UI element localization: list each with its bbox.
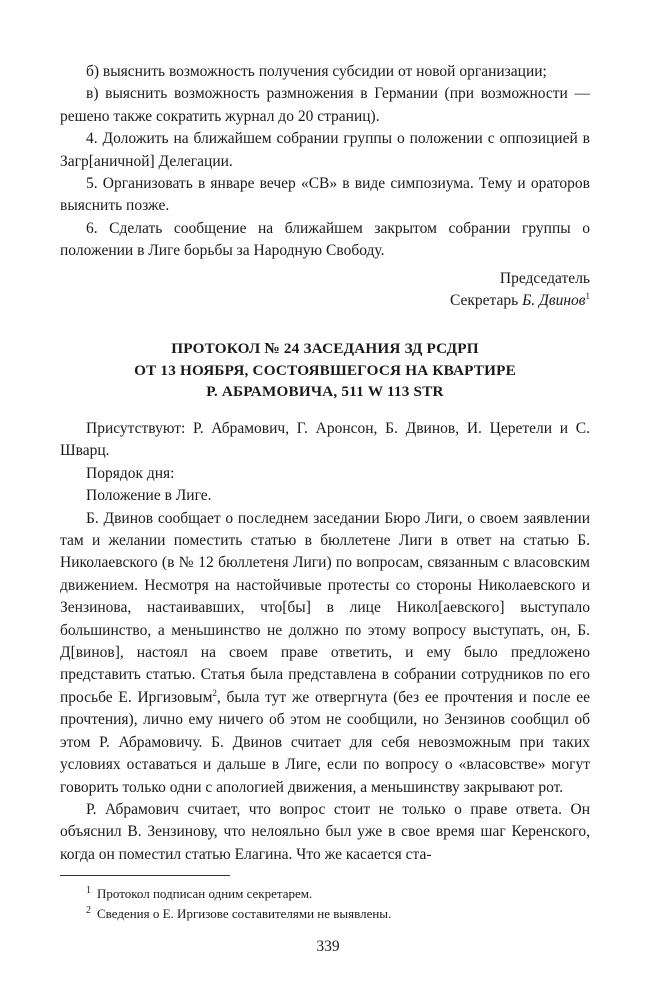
- list-item: 5. Организовать в январе вечер «СВ» в виде симпозиума. Тему и ораторов выяснить позже.: [60, 175, 590, 215]
- secretary-signature: [60, 290, 590, 312]
- list-item: в) выяснить возможность размножения в Германии (при возможности — решено также сократить журнал до 20 страниц).: [60, 85, 590, 125]
- chair-signature: Председатель: [499, 270, 590, 287]
- agenda-item: Положение в Лиге.: [86, 487, 212, 505]
- attendees-paragraph: Присутствуют: Р. Абрамович, Г. Аронсон, Б. Двинов, И. Церетели и С. Шварц.: [60, 420, 590, 460]
- body-paragraph: Р. Абрамович считает, что вопрос стоит не только о праве ответа. Он объяснил В. Зензинову, что нелояльно был уже в свое время шаг Керенского, когда он поместил статью Елагина. Что же касается ста-: [60, 800, 590, 863]
- footnote-text: Протокол подписан одним секретарем.: [97, 886, 313, 901]
- signature-block: [60, 268, 590, 313]
- list-item: 6. Сделать сообщение на ближайшем закрытом собрании группы о положении в Лиге борьбы за Народную Свободу.: [60, 219, 590, 260]
- list-item: 4. Доложить на ближайшем собрании группы о положении с оппозицией в Загр[аничной] Делегации.: [60, 130, 590, 170]
- list-item: б) выяснить возможность получения субсидии от новой организации;: [86, 63, 547, 80]
- footnotes: [60, 884, 590, 924]
- footnote-number: 2: [86, 904, 91, 916]
- paragraph-text: , была тут же отвергнута (без ее прочтения и после ее прочтения), лично ему ничего об этом не сообщили, но Зензинов сообщил об этом Р. Абрамовичу. Б. Двинов считает для себя невозможным при таких условиях оставаться и дальше в Лиге, если по вопросу о «власовстве» могут говорить только одни с апологией движения, а меньшинству закрывают рот.: [60, 688, 590, 796]
- paragraph-text: Б. Двинов сообщает о последнем заседании Бюро Лиги, о своем заявлении там и желании поместить статью в бюллетене Лиги в ответ на статью Б. Николаевского (в № 12 бюллетеня Лиги) по вопросам, связанным с власовским движением. Несмотря на настойчивые протесты со стороны Николаевского и Зензинова, настаивавших, что[бы] в лице Никол[аевского] выступало большинство, а меньшинство не должно по этому вопросу выступать, он, Б. Д[винов], настоял на своем праве ответить, и ему было предложено представить статью. Статья была представлена в собрании сотрудников по его просьбе Е. Иргизовым: [60, 509, 590, 706]
- footnote-number: 1: [86, 884, 91, 896]
- agenda-label: Порядок дня:: [86, 464, 175, 482]
- footnote: [60, 884, 590, 904]
- footnote-divider: [60, 875, 230, 876]
- heading-line: Р. АБРАМОВИЧА, 511 W 113 STR: [206, 383, 444, 400]
- footnote: [60, 904, 590, 924]
- footnote-text: Сведения о Е. Иргизове составителями не выявлены.: [97, 906, 392, 921]
- secretary-label: Секретарь: [449, 292, 523, 310]
- body-paragraph: [60, 508, 590, 799]
- continued-list: [60, 61, 590, 263]
- heading-line: ОТ 13 НОЯБРЯ, СОСТОЯВШЕГОСЯ НА КВАРТИРЕ: [134, 361, 516, 379]
- secretary-name: Б. Двинов: [522, 292, 586, 310]
- protocol-body: [60, 418, 590, 866]
- page-number: 339: [316, 938, 340, 955]
- heading-line: ПРОТОКОЛ № 24 ЗАСЕДАНИЯ ЗД РСДРП: [171, 340, 479, 357]
- section-heading: [60, 338, 590, 403]
- footnote-ref: 2: [212, 687, 217, 698]
- footnote-ref: 1: [585, 291, 590, 302]
